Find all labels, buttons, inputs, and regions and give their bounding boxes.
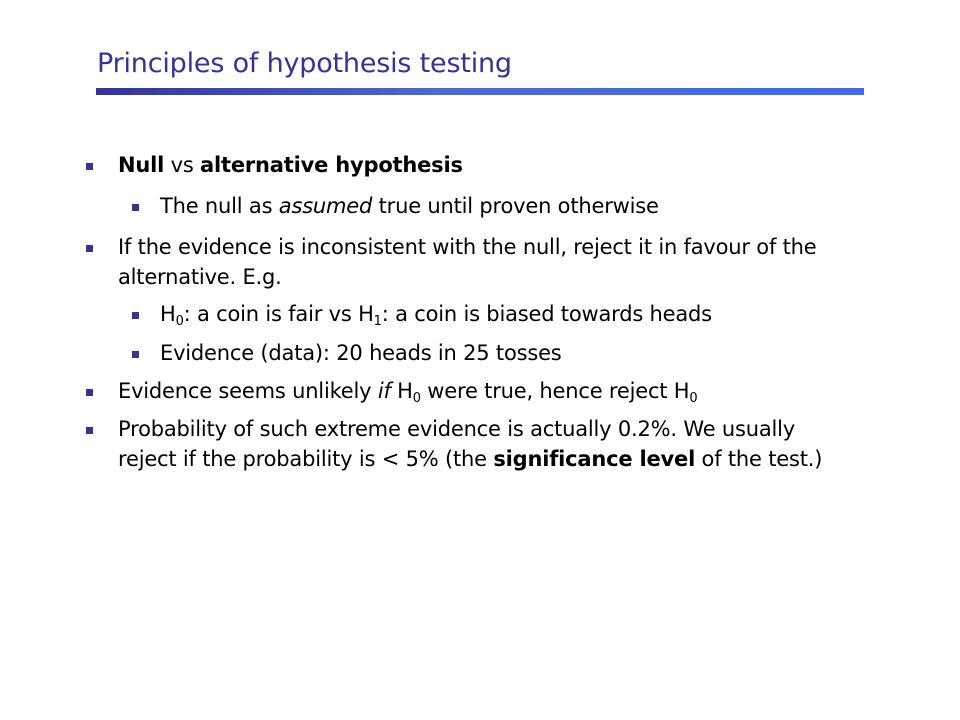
bullet-text-italic: assumed <box>278 194 373 218</box>
bullet-text-line1: Probability of such extreme evidence is actually 0.2%. We usually <box>118 417 796 441</box>
square-bullet-icon <box>86 389 93 396</box>
bullet-text-bold: Null <box>118 153 165 177</box>
subbullet-hypotheses-example <box>160 299 712 329</box>
square-bullet-icon <box>132 312 139 319</box>
subscript: 1 <box>373 314 382 329</box>
bullet-text: : a coin is fair vs H <box>183 302 374 326</box>
bullet-text-line1: If the evidence is inconsistent with the null, reject it in favour of the <box>118 235 817 259</box>
bullet-text-italic: if <box>377 379 391 403</box>
subscript: 0 <box>689 391 698 406</box>
subscript: 0 <box>412 391 421 406</box>
bullet-text: vs <box>164 153 201 177</box>
bullet-text: were true, hence reject H <box>420 379 690 403</box>
bullet-text: : a coin is biased towards heads <box>381 302 712 326</box>
title-underline <box>96 88 864 95</box>
bullet-text: The null as <box>160 194 279 218</box>
bullet-text: reject if the probability is < 5% (the <box>118 447 494 471</box>
slide-title: Principles of hypothesis testing <box>97 48 512 79</box>
bullet-evidence-inconsistent <box>118 232 816 292</box>
bullet-text: Evidence seems unlikely <box>118 379 378 403</box>
subbullet-null-assumed <box>160 191 659 221</box>
bullet-probability-significance <box>118 414 822 474</box>
bullet-text: Evidence (data): 20 heads in 25 tosses <box>160 341 562 365</box>
bullet-text-line2: alternative. E.g. <box>118 265 282 289</box>
square-bullet-icon <box>86 163 93 170</box>
square-bullet-icon <box>86 245 93 252</box>
bullet-text-bold: significance level <box>493 447 696 471</box>
square-bullet-icon <box>132 351 139 358</box>
square-bullet-icon <box>132 204 139 211</box>
bullet-evidence-unlikely <box>118 376 697 406</box>
subbullet-evidence-data <box>160 338 562 368</box>
bullet-text-bold: alternative hypothesis <box>200 153 463 177</box>
bullet-text: of the test.) <box>695 447 823 471</box>
square-bullet-icon <box>86 427 93 434</box>
bullet-text: H <box>160 302 176 326</box>
bullet-text: H <box>390 379 413 403</box>
subscript: 0 <box>175 314 184 329</box>
bullet-text: true until proven otherwise <box>372 194 659 218</box>
bullet-null-vs-alternative <box>118 150 463 180</box>
